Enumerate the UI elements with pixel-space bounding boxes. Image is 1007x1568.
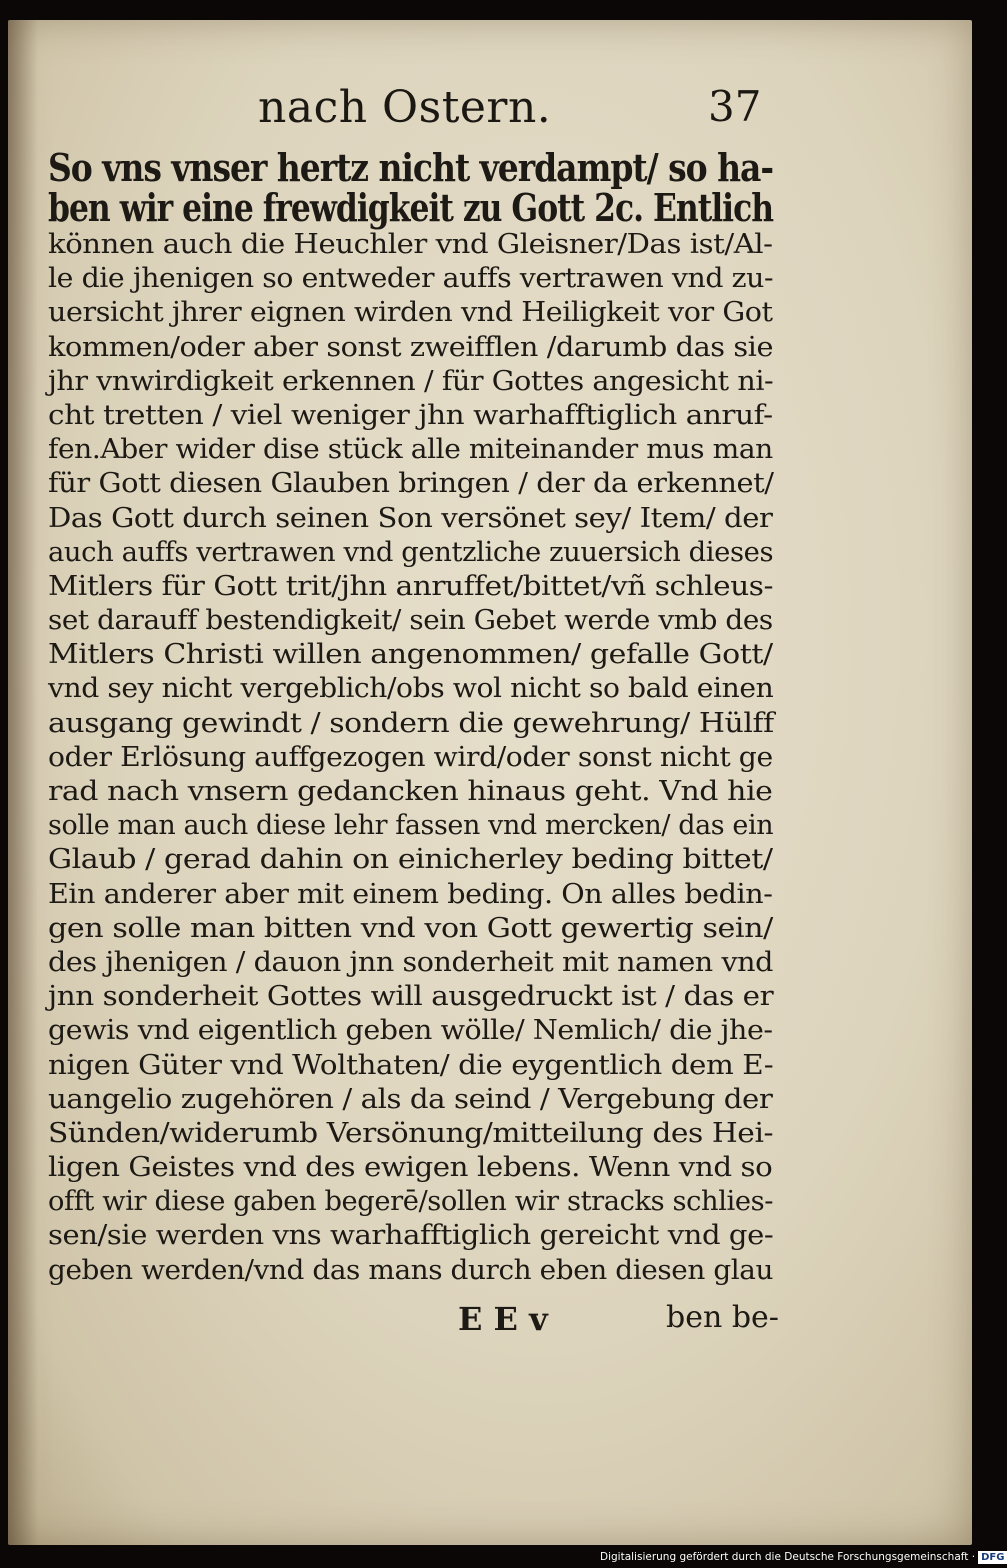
- text-line: geben werden/vnd das mans durch eben diesen glau: [48, 1254, 774, 1286]
- text-line: auch auffs vertrawen vnd gentzliche zuuersich dieses: [48, 536, 774, 568]
- text-line: des jhenigen / dauon jnn sonderheit mit namen vnd: [48, 946, 773, 978]
- text-line: ausgang gewindt / sondern die gewehrung/ Hülff: [48, 707, 774, 739]
- text-line: Mitlers für Gott trit/jhn anruffet/bittet/vñ schleus-: [48, 570, 774, 602]
- book-page: [8, 20, 972, 1545]
- text-line: für Gott diesen Glauben bringen / der da erkennet/: [48, 468, 774, 500]
- page-number: 37: [708, 82, 762, 131]
- text-line: le die jhenigen so entweder auffs vertrawen vnd zu-: [48, 263, 774, 295]
- text-line: gen solle man bitten vnd von Gott gewertig sein/: [48, 912, 773, 944]
- text-line: sen/sie werden vns warhafftiglich gereicht vnd ge-: [48, 1220, 774, 1252]
- text-line: Glaub / gerad dahin on einicherley beding bittet/: [48, 844, 773, 876]
- text-line: So vns vnser hertz nicht verdampt/ so ha-: [48, 145, 774, 190]
- credit-text: Digitalisierung gefördert durch die Deutsche Forschungsgemeinschaft ·: [600, 1551, 976, 1563]
- text-line: nigen Güter vnd Wolthaten/ die eygentlich dem E-: [48, 1049, 774, 1081]
- dfg-logo: DFG: [978, 1551, 1007, 1564]
- text-line: set darauff bestendigkeit/ sein Gebet werde vmb des: [48, 605, 773, 637]
- text-line: ligen Geistes vnd des ewigen lebens. Wenn vnd so: [48, 1152, 773, 1184]
- body-text: [48, 145, 778, 1288]
- text-line: vnd sey nicht vergeblich/obs wol nicht so bald einen: [48, 673, 774, 705]
- text-line: Mitlers Christi willen angenommen/ gefalle Gott/: [48, 639, 773, 671]
- text-line: können auch die Heuchler vnd Gleisner/Das ist/Al-: [48, 229, 773, 260]
- text-line: rad nach vnsern gedancken hinaus geht. Vnd hie: [48, 776, 773, 807]
- text-line: oder Erlösung auffgezogen wird/oder sonst nicht ge: [48, 741, 773, 773]
- text-line: cht tretten / viel weniger jhn warhafftiglich anruf-: [48, 399, 773, 431]
- text-line: Ein anderer aber mit einem beding. On alles bedin-: [48, 878, 773, 910]
- text-line: Das Gott durch seinen Son versönet sey/ Item/ der: [48, 502, 773, 534]
- digitization-credit: [600, 1551, 1005, 1567]
- text-line: uangelio zugehören / als da seind / Vergebung der: [48, 1083, 773, 1115]
- text-line: jnn sonderheit Gottes will ausgedruckt ist / das er: [48, 981, 774, 1013]
- text-line: kommen/oder aber sonst zweifflen /darumb das sie: [48, 331, 774, 363]
- text-line: offt wir diese gaben begerē/sollen wir stracks schlies-: [48, 1186, 774, 1218]
- text-line: ben wir eine frewdigkeit zu Gott 2c. Entlich: [48, 185, 774, 230]
- signature-mark: E E v: [458, 1300, 548, 1338]
- running-head: nach Ostern.: [258, 82, 552, 133]
- text-line: fen.Aber wider dise stück alle miteinander mus man: [48, 434, 773, 466]
- text-line: jhr vnwirdigkeit erkennen / für Gottes angesicht ni-: [48, 365, 774, 397]
- text-line: uersicht jhrer eignen wirden vnd Heiligkeit vor Got: [48, 297, 773, 329]
- catchword: ben be-: [666, 1300, 779, 1335]
- page-header: [8, 82, 972, 142]
- page-foot: [8, 1300, 972, 1340]
- text-line: gewis vnd eigentlich geben wölle/ Nemlich/ die jhe-: [48, 1015, 773, 1047]
- text-line: Sünden/widerumb Versönung/mitteilung des Hei-: [48, 1117, 774, 1149]
- text-line: solle man auch diese lehr fassen vnd mercken/ das ein: [48, 810, 774, 842]
